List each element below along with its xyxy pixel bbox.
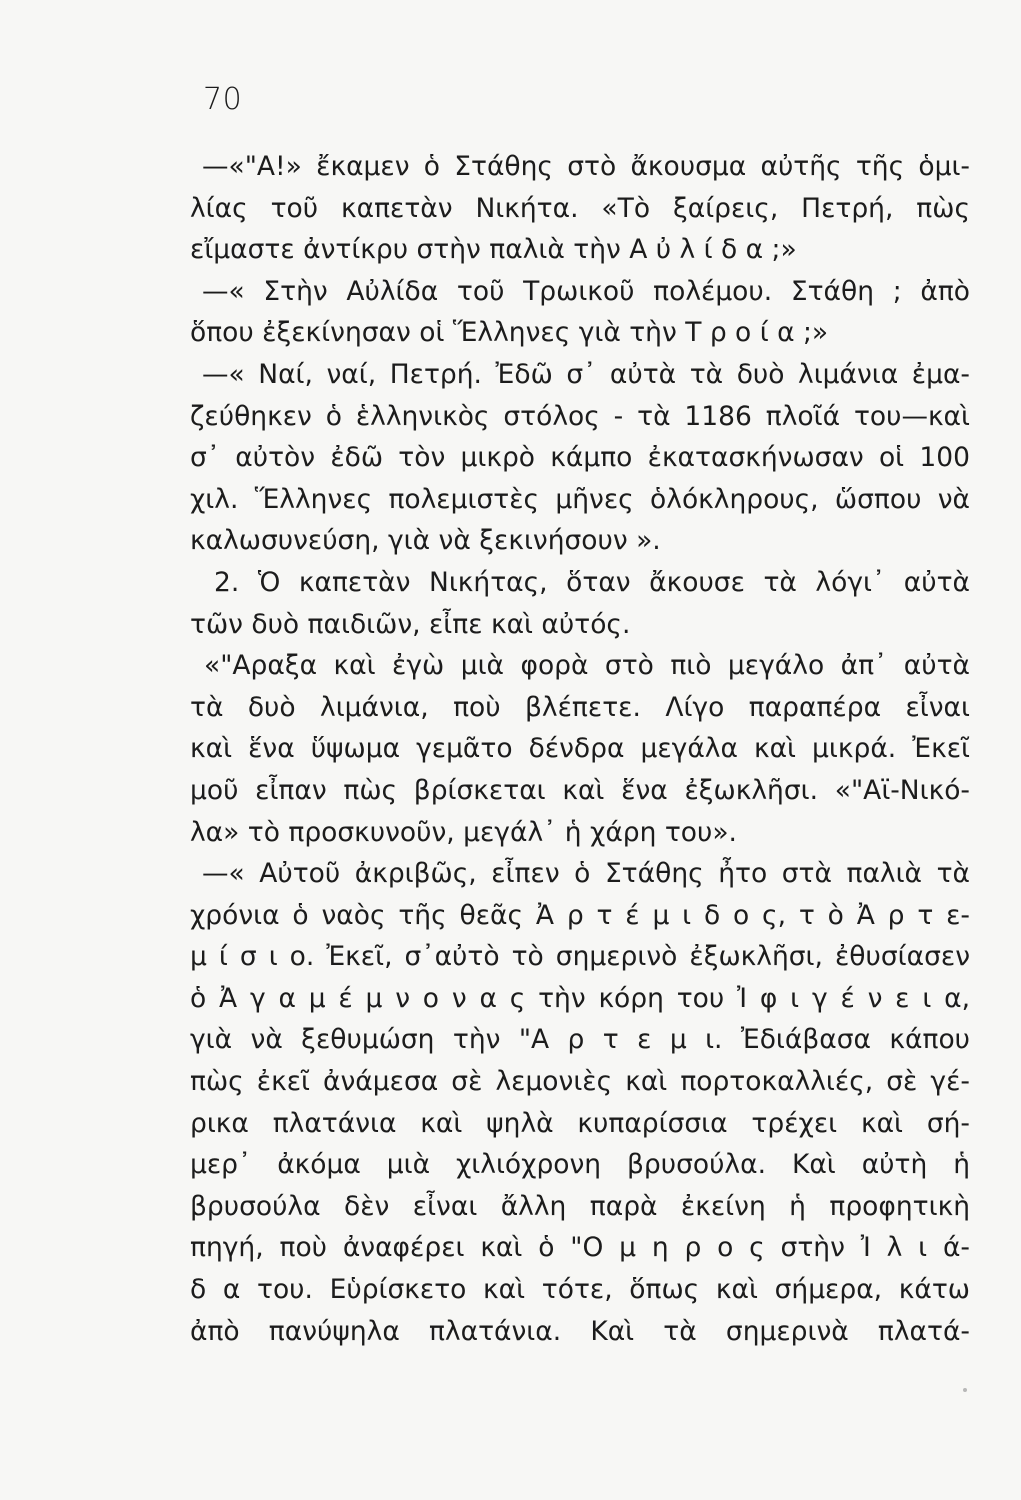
- text-line: καὶ ἕνα ὕψωμα γεμᾶτο δένδρα μεγάλα καὶ μικρά. Ἐκεῖ: [190, 733, 970, 765]
- text-line: χρόνια ὁ ναὸς τῆς θεᾶς Ἀ ρ τ έ μ ι δ ο ς, τ ὸ Ἀ ρ τ ε-: [190, 899, 970, 931]
- text-line: —« Ναί, ναί, Πετρή. Ἐδῶ σ᾽ αὐτὰ τὰ δυὸ λιμάνια ἐμα-: [202, 358, 970, 390]
- text-line: εἴμαστε ἀντίκρυ στὴν παλιὰ τὴν Α ὐ λ ί δ α ;»: [190, 234, 797, 266]
- text-line: καλωσυνεύση, γιὰ νὰ ξεκινήσουν ».: [190, 525, 661, 557]
- text-line: χιλ. Ἕλληνες πολεμιστὲς μῆνες ὁλόκληρους, ὥσπου νὰ: [190, 483, 970, 515]
- text-line: ὅπου ἐξεκίνησαν οἱ Ἕλληνες γιὰ τὴν Τ ρ ο ί α ;»: [190, 317, 829, 349]
- text-line: ὁ Ἀ γ α μ έ μ ν ο ν α ς τὴν κόρη του Ἰ φ ι γ έ ν ε ι α,: [190, 982, 970, 1014]
- paper-speck: [963, 1388, 967, 1392]
- page-number: 70: [203, 82, 243, 117]
- text-line: πὼς ἐκεῖ ἀνάμεσα σὲ λεμονιὲς καὶ πορτοκαλλιές, σὲ γέ-: [190, 1066, 970, 1098]
- text-line: τῶν δυὸ παιδιῶν, εἶπε καὶ αὐτός.: [190, 608, 631, 640]
- text-line: δ α του. Εὑρίσκετο καὶ τότε, ὅπως καὶ σήμερα, κάτω: [190, 1274, 970, 1306]
- text-line: ἀπὸ πανύψηλα πλατάνια. Καὶ τὰ σημερινὰ πλατά-: [190, 1315, 970, 1347]
- text-line: ζεύθηκεν ὁ ἑλληνικὸς στόλος - τὰ 1186 πλοῖά του—καὶ: [190, 400, 970, 432]
- text-line: 2. Ὁ καπετὰν Νικήτας, ὅταν ἄκουσε τὰ λόγι᾽ αὐτὰ: [214, 566, 970, 598]
- text-line: γιὰ νὰ ξεθυμώση τὴν "Α ρ τ ε μ ι. Ἐδιάβασα κάπου: [190, 1024, 970, 1056]
- text-line: ρικα πλατάνια καὶ ψηλὰ κυπαρίσσια τρέχει καὶ σή-: [190, 1107, 970, 1139]
- text-line: —«"Α!» ἔκαμεν ὁ Στάθης στὸ ἄκουσμα αὐτῆς τῆς ὁμι-: [202, 151, 970, 182]
- text-line: —« Αὐτοῦ ἀκριβῶς, εἶπεν ὁ Στάθης ἦτο στὰ παλιὰ τὰ: [202, 858, 970, 890]
- text-line: πηγή, ποὺ ἀναφέρει καὶ ὁ "Ο μ η ρ ο ς στὴν Ἰ λ ι ά-: [190, 1232, 970, 1264]
- text-line: μοῦ εἶπαν πὼς βρίσκεται καὶ ἕνα ἐξωκλῆσι. «"Αϊ-Νικό-: [190, 774, 970, 806]
- text-line: μ ί σ ι ο. Ἐκεῖ, σ᾽αὐτὸ τὸ σημερινὸ ἐξωκλῆσι, ἐθυσίασεν: [190, 941, 970, 973]
- text-line: —« Στὴν Αὐλίδα τοῦ Τρωικοῦ πολέμου. Στάθη ; ἀπὸ: [202, 275, 970, 307]
- text-line: «"Αραξα καὶ ἐγὼ μιὰ φορὰ στὸ πιὸ μεγάλο ἀπ᾽ αὐτὰ: [204, 650, 970, 682]
- text-line: λα» τὸ προσκυνοῦν, μεγάλ᾽ ἡ χάρη του».: [190, 816, 737, 848]
- text-line: λίας τοῦ καπετὰν Νικήτα. «Τὸ ξαίρεις, Πετρή, πὼς: [190, 192, 970, 224]
- body-text: [190, 146, 970, 1352]
- text-line: βρυσούλα δὲν εἶναι ἄλλη παρὰ ἐκείνη ἡ προφητικὴ: [190, 1190, 970, 1222]
- text-line: τὰ δυὸ λιμάνια, ποὺ βλέπετε. Λίγο παραπέρα εἶναι: [190, 691, 970, 723]
- text-line: σ᾽ αὐτὸν ἐδῶ τὸν μικρὸ κάμπο ἐκατασκήνωσαν οἱ 100: [190, 442, 970, 474]
- text-line: μερ᾽ ἀκόμα μιὰ χιλιόχρονη βρυσούλα. Καὶ αὐτὴ ἡ: [190, 1149, 970, 1181]
